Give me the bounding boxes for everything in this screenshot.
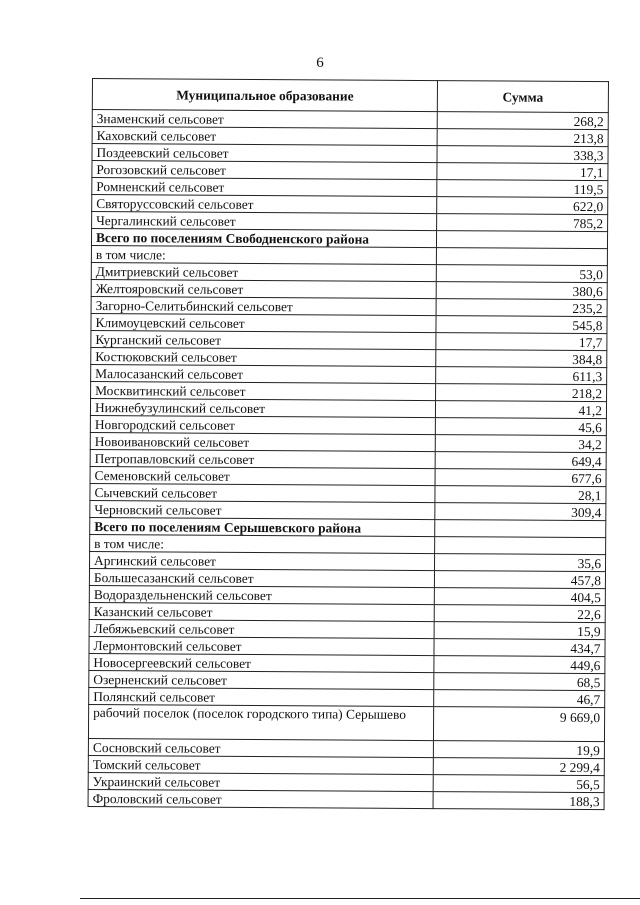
municipal-sums-table xyxy=(88,78,609,810)
municipality-name-cell: Сосновский сельсовет xyxy=(88,738,433,757)
municipality-name-cell: Курганский сельсовет xyxy=(91,330,436,349)
municipality-name-cell: Загорно-Селитьбинский сельсовет xyxy=(91,296,436,315)
sum-cell: 268,2 xyxy=(437,112,608,130)
sum-cell: 649,4 xyxy=(435,452,606,470)
sum-cell: 188,3 xyxy=(433,792,604,810)
sum-cell: 218,2 xyxy=(436,384,607,402)
sum-cell: 41,2 xyxy=(435,401,606,419)
sum-cell: 22,6 xyxy=(434,605,605,623)
sum-cell: 119,5 xyxy=(437,180,608,198)
municipality-name-cell: Семеновский сельсовет xyxy=(90,466,435,485)
municipality-name-cell: Новгородский сельсовет xyxy=(90,415,435,434)
municipality-name-cell: рабочий поселок (поселок городского типа) Серышево xyxy=(88,704,433,740)
sum-cell: 2 299,4 xyxy=(433,758,604,776)
municipality-name-cell: Святоруссовский сельсовет xyxy=(92,195,437,214)
municipality-name-cell: Сычевский сельсовет xyxy=(90,483,435,502)
sum-cell xyxy=(436,231,607,249)
municipality-name-cell: Казанский сельсовет xyxy=(89,602,434,621)
sum-cell: 46,7 xyxy=(434,690,605,708)
municipality-name-cell: Нижнебузулинский сельсовет xyxy=(90,398,435,417)
municipality-name-cell: Лебяжьевский сельсовет xyxy=(89,619,434,638)
municipality-name-cell: в том числе: xyxy=(91,245,436,264)
municipality-name-cell: Рогозовский сельсовет xyxy=(92,161,437,180)
table-header-row xyxy=(92,79,608,113)
municipality-name-cell: Фроловский сельсовет xyxy=(88,789,433,808)
sum-cell xyxy=(435,537,606,555)
municipality-name-cell: Знаменский сельсовет xyxy=(92,110,437,129)
municipality-name-cell: Томский сельсовет xyxy=(88,755,433,774)
sum-cell: 213,8 xyxy=(437,129,608,147)
municipality-name-cell: Аргинский сельсовет xyxy=(90,551,435,570)
municipality-name-cell: Всего по поселениям Свободненского района xyxy=(91,229,436,248)
sum-cell: 404,5 xyxy=(434,588,605,606)
column-header-sum: Сумма xyxy=(437,81,608,113)
sum-cell: 384,8 xyxy=(436,350,607,368)
sum-cell: 622,0 xyxy=(437,197,608,215)
sum-cell: 611,3 xyxy=(436,367,607,385)
sum-cell: 28,1 xyxy=(435,486,606,504)
sum-cell: 457,8 xyxy=(434,571,605,589)
page-bottom-rule xyxy=(80,898,640,899)
municipality-name-cell: в том числе: xyxy=(90,534,435,553)
municipality-name-cell: Новоивановский сельсовет xyxy=(90,432,435,451)
sum-cell: 235,2 xyxy=(436,299,607,317)
municipality-name-cell: Малосазанский сельсовет xyxy=(91,364,436,383)
page-number: 6 xyxy=(316,55,324,71)
sum-cell: 17,7 xyxy=(436,333,607,351)
sum-cell: 449,6 xyxy=(434,656,605,674)
sum-cell: 68,5 xyxy=(434,673,605,691)
sum-cell: 545,8 xyxy=(436,316,607,334)
sum-cell xyxy=(435,520,606,538)
table-header xyxy=(92,79,608,113)
sum-cell: 34,2 xyxy=(435,435,606,453)
sum-cell: 677,6 xyxy=(435,469,606,487)
column-header-municipality: Муниципальное образование xyxy=(92,79,437,112)
municipality-name-cell: Полянский сельсовет xyxy=(89,687,434,706)
municipality-name-cell: Ромненский сельсовет xyxy=(92,178,437,197)
sum-cell: 17,1 xyxy=(437,163,608,181)
municipality-name-cell: Дмитриевский сельсовет xyxy=(91,262,436,281)
sum-cell: 15,9 xyxy=(434,622,605,640)
municipality-name-cell: Москвитинский сельсовет xyxy=(91,381,436,400)
municipality-name-cell: Черновский сельсовет xyxy=(90,500,435,519)
municipality-name-cell: Водораздельненский сельсовет xyxy=(89,585,434,604)
sum-cell xyxy=(436,248,607,266)
sum-cell: 434,7 xyxy=(434,639,605,657)
municipality-name-cell: Лермонтовский сельсовет xyxy=(89,636,434,655)
sum-cell: 338,3 xyxy=(437,146,608,164)
municipality-name-cell: Поздеевский сельсовет xyxy=(92,144,437,163)
municipality-name-cell: Климоуцевский сельсовет xyxy=(91,313,436,332)
sum-cell: 35,6 xyxy=(435,554,606,572)
sum-cell: 53,0 xyxy=(436,265,607,283)
municipality-name-cell: Большесазанский сельсовет xyxy=(89,568,434,587)
sum-cell: 309,4 xyxy=(435,503,606,521)
municipality-name-cell: Петропавловский сельсовет xyxy=(90,449,435,468)
municipality-name-cell: Новосергеевский сельсовет xyxy=(89,653,434,672)
sum-cell: 45,6 xyxy=(435,418,606,436)
municipality-name-cell: Желтояровский сельсовет xyxy=(91,279,436,298)
sum-cell: 19,9 xyxy=(433,741,604,759)
sum-cell: 9 669,0 xyxy=(433,707,604,742)
municipality-name-cell: Озерненский сельсовет xyxy=(89,670,434,689)
sum-cell: 380,6 xyxy=(436,282,607,300)
municipality-name-cell: Каховский сельсовет xyxy=(92,127,437,146)
sum-cell: 56,5 xyxy=(433,775,604,793)
table-row xyxy=(88,789,604,809)
municipality-name-cell: Чергалинский сельсовет xyxy=(92,212,437,231)
table-body xyxy=(88,110,608,810)
municipality-name-cell: Украинский сельсовет xyxy=(88,772,433,791)
municipality-name-cell: Костюковский сельсовет xyxy=(91,347,436,366)
table-row xyxy=(88,704,604,741)
municipality-name-cell: Всего по поселениям Серышевского района xyxy=(90,517,435,536)
sum-cell: 785,2 xyxy=(437,214,608,232)
